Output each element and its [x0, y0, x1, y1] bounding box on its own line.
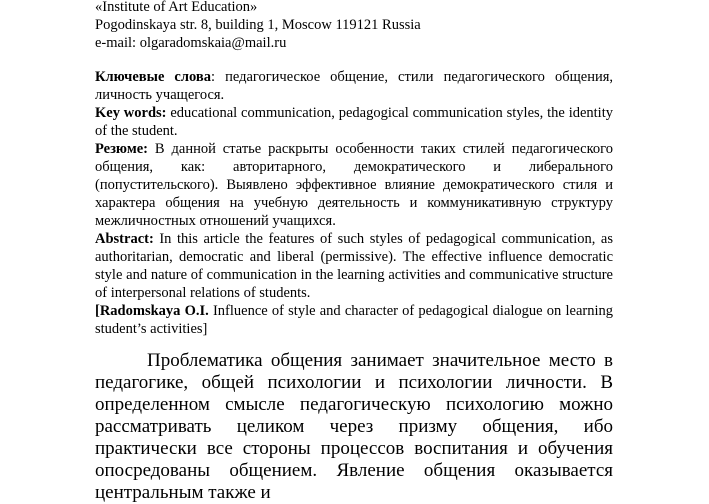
resume-ru-label: Резюме:: [95, 141, 155, 157]
abstract-en-paragraph: [95, 230, 613, 302]
keywords-ru-label: Ключевые слова: [95, 69, 211, 85]
abstract-keywords-block: [95, 68, 613, 338]
resume-ru-paragraph: [95, 140, 613, 230]
citation-title-text: Influence of style and character of pedagogical dialogue on learning student’s activities]: [95, 303, 613, 337]
email-line: e-mail: olgaradomskaia@mail.ru: [95, 35, 287, 51]
citation-paragraph: [95, 302, 613, 338]
abstract-en-text: In this article the features of such styles of pedagogical communication, as authoritarian, democratic and liberal (permissive). The effective influence democratic style and nature of communication in the learning activities and communicative structure of interpersonal relations of students.: [95, 231, 613, 301]
body-paragraph: Проблематика общения занимает значительное место в педагогике, общей психологии и психологии личности. В определенном смысле педагогическую психологию можно рассматривать целиком через призму общения, ибо практически все стороны процессов воспитания и обучения опосредованы общением. Явление общения оказывается центральным также и: [95, 350, 613, 503]
keywords-en-label: Key words:: [95, 105, 171, 121]
affiliation-block: [95, 0, 421, 52]
keywords-ru-paragraph: [95, 68, 613, 104]
keywords-ru-text: : педагогическое общение, стили педагогического общения, личность учащегося.: [95, 69, 614, 103]
article-body: [95, 350, 613, 504]
abstract-en-label: Abstract:: [95, 231, 160, 247]
institute-name: «Institute of Art Education»: [95, 0, 258, 15]
resume-ru-text: В данной статье раскрыты особенности таких стилей педагогического общения, как: авторитарного, демократического и либерального (попустительского). Выявлено эффективное влияние демократического стиля и характера общения на учебную деятельность и коммуникативную структуру межличностных отношений учащихся.: [95, 141, 613, 229]
citation-author-label: [Radomskaya O.I.: [95, 303, 213, 319]
keywords-en-text: educational communication, pedagogical communication styles, the identity of the student.: [95, 105, 613, 139]
institute-address: Pogodinskaya str. 8, building 1, Moscow 119121 Russia: [95, 17, 421, 33]
keywords-en-paragraph: [95, 104, 613, 140]
